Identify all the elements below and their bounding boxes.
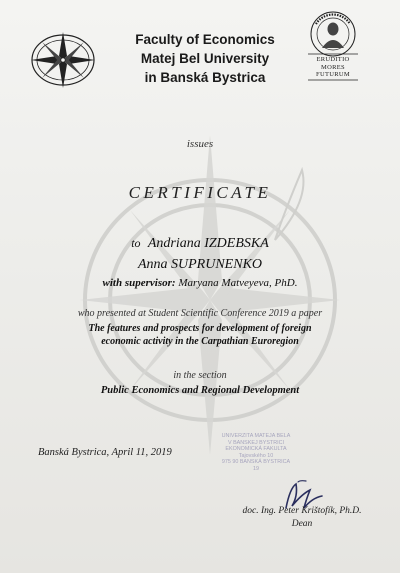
section-label: in the section (173, 370, 227, 381)
certificate-header (0, 0, 400, 110)
to-label: to (131, 236, 141, 250)
stamp-line-1: UNIVERZITA MATEJA BELA (221, 433, 291, 439)
supervisor-label: with supervisor: (102, 277, 176, 289)
faculty-name (110, 30, 300, 87)
faculty-line-1: Faculty of Economics (135, 32, 275, 47)
paper-title-line-1: The features and prospects for development of foreign (88, 323, 312, 334)
paper-title (40, 322, 360, 348)
supervisor-line (0, 277, 400, 289)
issues-label: issues (186, 138, 214, 150)
place-date: Banská Bystrica, April 11, 2019 (38, 447, 172, 458)
stamp-line-4: Tajovského 10 (238, 452, 274, 459)
recipient-name-1: Andriana IZDEBSKA (147, 236, 269, 251)
recipient-line-1 (0, 236, 400, 252)
presented-text: who presented at Student Scientific Conference 2019 a paper (77, 308, 323, 319)
university-motto (304, 56, 362, 79)
official-stamp (206, 433, 306, 473)
faculty-line-2: Matej Bel University (140, 51, 270, 66)
stamp-line-6: 19 (253, 465, 259, 472)
signer-name: doc. Ing. Peter Krištofík, Ph.D. (242, 506, 362, 516)
motto-word-1: ERUDITIO (316, 56, 350, 63)
motto-word-3: FUTURUM (316, 71, 350, 78)
supervisor-name: Maryana Matveyeva, PhD. (178, 277, 298, 289)
compass-watermark-icon (70, 130, 350, 460)
stamp-line-5: 975 90 BANSKÁ BYSTRICA (221, 459, 291, 466)
section-name: Public Economics and Regional Development (100, 385, 300, 396)
faculty-line-3: in Banská Bystrica (144, 70, 266, 85)
stamp-line-3: EKONOMICKÁ FAKULTA (225, 446, 287, 453)
stamp-line-2: V BANSKEJ BYSTRICI (227, 439, 285, 446)
certificate-title: CERTIFICATE (128, 183, 272, 202)
signer-title: Dean (291, 519, 313, 529)
paper-title-line-2: economic activity in the Carpathian Euroregion (101, 336, 299, 347)
recipient-name-2: Anna SUPRUNENKO (137, 257, 263, 272)
compass-rose-logo-icon (28, 30, 98, 90)
motto-word-2: MORES (321, 63, 345, 71)
signer-block (232, 505, 372, 531)
